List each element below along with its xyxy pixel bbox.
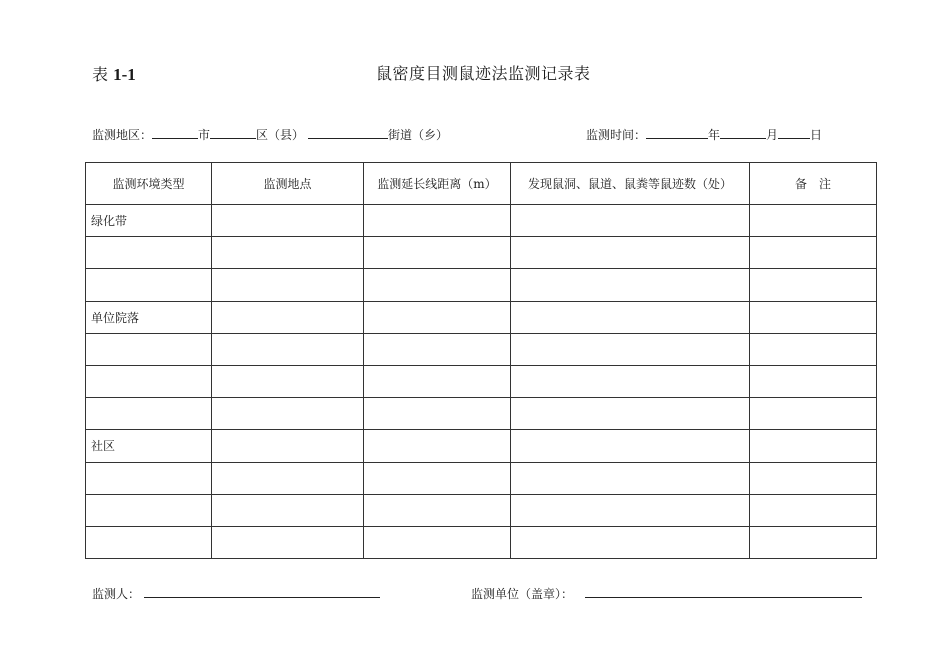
district-label: 区（县） <box>256 128 305 142</box>
cell-remarks[interactable] <box>750 237 877 269</box>
table-row <box>86 333 877 365</box>
cell-trace-count[interactable] <box>511 301 750 333</box>
cell-env-type: 绿化带 <box>86 205 212 237</box>
cell-distance[interactable] <box>364 430 511 462</box>
table-row <box>86 462 877 494</box>
cell-trace-count[interactable] <box>511 333 750 365</box>
cell-location[interactable] <box>212 301 364 333</box>
header-distance: 监测延长线距离（m） <box>364 163 511 205</box>
cell-trace-count[interactable] <box>511 430 750 462</box>
cell-distance[interactable] <box>364 269 511 301</box>
cell-remarks[interactable] <box>750 526 877 558</box>
header-env-type: 监测环境类型 <box>86 163 212 205</box>
table-number <box>92 62 136 85</box>
cell-env-type[interactable] <box>86 398 212 430</box>
cell-distance[interactable] <box>364 301 511 333</box>
cell-remarks[interactable] <box>750 494 877 526</box>
cell-location[interactable] <box>212 269 364 301</box>
cell-env-type[interactable] <box>86 494 212 526</box>
cell-trace-count[interactable] <box>511 462 750 494</box>
day-label: 日 <box>810 128 823 142</box>
table-row <box>86 494 877 526</box>
monitor-unit-label: 监测单位（盖章）： <box>471 587 574 601</box>
cell-location[interactable] <box>212 237 364 269</box>
cell-distance[interactable] <box>364 365 511 397</box>
cell-env-type[interactable] <box>86 365 212 397</box>
city-label: 市 <box>198 128 211 142</box>
street-field[interactable] <box>308 128 388 139</box>
cell-trace-count[interactable] <box>511 365 750 397</box>
table-row <box>86 430 877 462</box>
cell-trace-count[interactable] <box>511 269 750 301</box>
cell-env-type[interactable] <box>86 237 212 269</box>
cell-remarks[interactable] <box>750 365 877 397</box>
cell-trace-count[interactable] <box>511 398 750 430</box>
monitor-unit <box>471 585 862 602</box>
month-label: 月 <box>766 128 779 142</box>
cell-distance[interactable] <box>364 205 511 237</box>
monitor-person-field[interactable] <box>144 586 380 598</box>
cell-location[interactable] <box>212 462 364 494</box>
header-location: 监测地点 <box>212 163 364 205</box>
cell-distance[interactable] <box>364 333 511 365</box>
cell-remarks[interactable] <box>750 462 877 494</box>
table-number-prefix: 表 <box>92 65 109 84</box>
year-label: 年 <box>708 128 721 142</box>
cell-location[interactable] <box>212 365 364 397</box>
cell-remarks[interactable] <box>750 269 877 301</box>
street-label: 街道（乡） <box>388 128 449 142</box>
cell-trace-count[interactable] <box>511 237 750 269</box>
cell-location[interactable] <box>212 494 364 526</box>
monitor-unit-field[interactable] <box>585 586 862 598</box>
cell-env-type[interactable] <box>86 269 212 301</box>
cell-trace-count[interactable] <box>511 526 750 558</box>
cell-location[interactable] <box>212 526 364 558</box>
district-field[interactable] <box>210 128 256 139</box>
table-row <box>86 398 877 430</box>
cell-env-type: 社区 <box>86 430 212 462</box>
cell-env-type[interactable] <box>86 462 212 494</box>
cell-distance[interactable] <box>364 494 511 526</box>
table-row <box>86 365 877 397</box>
cell-location[interactable] <box>212 398 364 430</box>
table-number-value: 1-1 <box>113 65 136 84</box>
monitor-person-label: 监测人： <box>92 587 141 601</box>
table-row <box>86 526 877 558</box>
table-row <box>86 205 877 237</box>
cell-trace-count[interactable] <box>511 494 750 526</box>
cell-env-type: 单位院落 <box>86 301 212 333</box>
record-table <box>85 162 877 559</box>
header-remarks: 备 注 <box>750 163 877 205</box>
table-row <box>86 237 877 269</box>
cell-remarks[interactable] <box>750 333 877 365</box>
table-row <box>86 269 877 301</box>
header-trace-count: 发现鼠洞、鼠道、鼠粪等鼠迹数（处） <box>511 163 750 205</box>
table-header-row <box>86 163 877 205</box>
cell-remarks[interactable] <box>750 398 877 430</box>
cell-trace-count[interactable] <box>511 205 750 237</box>
cell-distance[interactable] <box>364 237 511 269</box>
month-field[interactable] <box>720 128 766 139</box>
cell-env-type[interactable] <box>86 333 212 365</box>
cell-env-type[interactable] <box>86 526 212 558</box>
time-label: 监测时间： <box>586 128 647 142</box>
cell-remarks[interactable] <box>750 430 877 462</box>
region-label: 监测地区： <box>92 128 153 142</box>
cell-distance[interactable] <box>364 398 511 430</box>
table-row <box>86 301 877 333</box>
cell-location[interactable] <box>212 430 364 462</box>
cell-distance[interactable] <box>364 462 511 494</box>
region-info <box>92 126 448 143</box>
city-field[interactable] <box>152 128 198 139</box>
time-info <box>586 126 822 143</box>
day-field[interactable] <box>778 128 810 139</box>
cell-remarks[interactable] <box>750 205 877 237</box>
cell-location[interactable] <box>212 205 364 237</box>
cell-remarks[interactable] <box>750 301 877 333</box>
year-field[interactable] <box>646 128 708 139</box>
monitor-person <box>92 585 380 602</box>
cell-distance[interactable] <box>364 526 511 558</box>
cell-location[interactable] <box>212 333 364 365</box>
page-title: 鼠密度目测鼠迹法监测记录表 <box>376 64 591 83</box>
